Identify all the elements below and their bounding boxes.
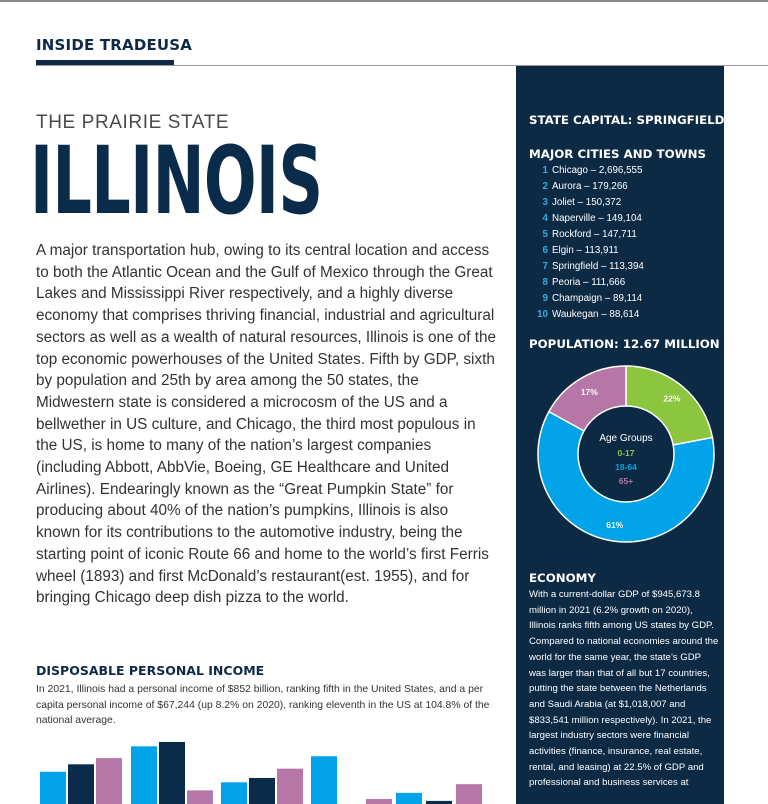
city-name: Chicago – 2,696,555 xyxy=(552,165,643,176)
facts-sidebar xyxy=(516,66,724,804)
income-bar xyxy=(40,772,66,804)
city-rank: 4 xyxy=(542,213,548,224)
city-list-item xyxy=(516,275,724,291)
income-bar xyxy=(456,784,482,804)
top-border xyxy=(0,0,768,2)
income-bar xyxy=(249,778,275,804)
income-bar xyxy=(221,782,247,804)
city-name: Joliet – 150,372 xyxy=(552,197,622,208)
city-rank: 8 xyxy=(542,277,548,288)
city-list-item xyxy=(516,163,724,179)
article-kicker: THE PRAIRIE STATE xyxy=(36,112,230,133)
city-name: Peoria – 111,666 xyxy=(552,277,626,288)
economy-text: With a current-dollar GDP of $945,673.8 million in 2021 (6.2% growth on 2020), Illinois ranks fifth among US states by GDP. Compared to national economies around the world for the same year, the state’s GDP was larger than that of all but 17 countries, putting the state between the Netherlands and Saudi Arabia (at $1,018,007 and $833,541 million respectively). In 2021, the largest industry sectors were financial activities (finance, insurance, real estate, rental, and leasing) at 22.5% of GDP and professional and business services at xyxy=(529,589,719,789)
city-rank: 5 xyxy=(542,229,548,240)
city-list xyxy=(516,163,724,323)
city-list-item xyxy=(516,227,724,243)
city-name: Elgin – 113,911 xyxy=(552,245,619,256)
city-name: Rockford – 147,711 xyxy=(552,229,637,240)
donut-slice-label: 61% xyxy=(606,520,624,531)
income-heading: DISPOSABLE PERSONAL INCOME xyxy=(36,663,265,678)
donut-title: Age Groups xyxy=(599,433,653,444)
donut-legend-item: 65+ xyxy=(618,476,634,486)
city-list-item xyxy=(516,195,724,211)
city-name: Springfield – 113,394 xyxy=(552,261,644,272)
section-title: INSIDE TRADEUSA xyxy=(36,36,193,54)
income-bar xyxy=(366,799,392,804)
city-list-item xyxy=(516,259,724,275)
city-rank: 3 xyxy=(542,197,548,208)
article-intro: A major transportation hub, owing to its central location and access to both the Atlantic Ocean and the Gulf of Mexico through the Great Lakes and Mississippi River respectively, and a highly diverse economy that comprises thriving financial, industrial and agricultural sectors as well as a wealth of natural resources, Illinois is one of the top economic powerhouses of the United States. Fifth by GDP, sixth by population and 25th by area among the 50 states, the Midwestern state is considered a microcosm of the US and a bellwether in US culture, and Chicago, the third most populous in the US, is home to many of the nation’s largest companies (including Abbott, AbbVie, Boeing, GE Healthcare and United Airlines). Endearingly known as the “Great Pumpkin State” for producing about 40% of the nation’s pumpkins, Illinois is also known for its contributions to the automotive industry, being the starting point of iconic Route 66 and home to the world’s first Ferris wheel (1893) and first McDonald’s restaurant(est. 1955), and for bringing Chicago deep dish pizza to the world. xyxy=(36,242,496,607)
age-groups-donut-chart xyxy=(536,364,716,544)
income-bar xyxy=(187,790,213,804)
city-rank: 6 xyxy=(542,245,548,256)
income-bar-chart xyxy=(0,730,510,804)
article-title: ILLINOIS xyxy=(30,127,323,236)
income-bar xyxy=(96,758,122,804)
income-bar xyxy=(131,746,157,804)
city-rank: 9 xyxy=(542,293,548,304)
income-text: In 2021, Illinois had a personal income of $852 billion, ranking fifth in the United States, and a per capita personal income of $67,244 (up 8.2% on 2020), ranking eleventh in the US at 104.8% of the national average. xyxy=(36,684,490,727)
donut-slice-label: 17% xyxy=(580,387,598,398)
city-list-item xyxy=(516,179,724,195)
capital-heading: STATE CAPITAL: SPRINGFIELD xyxy=(529,113,725,127)
city-rank: 2 xyxy=(542,181,548,192)
income-bar xyxy=(396,793,422,804)
donut-legend-item: 0-17 xyxy=(617,448,635,458)
city-list-item xyxy=(516,243,724,259)
city-list-item xyxy=(516,211,724,227)
city-name: Waukegan – 88,614 xyxy=(552,309,640,320)
city-list-item xyxy=(516,307,724,323)
income-bar xyxy=(277,769,303,804)
cities-heading: MAJOR CITIES AND TOWNS xyxy=(529,147,706,161)
city-name: Naperville – 149,104 xyxy=(552,213,642,224)
city-list-item xyxy=(516,291,724,307)
income-bar xyxy=(159,742,185,804)
income-bar xyxy=(311,756,337,804)
city-name: Aurora – 179,266 xyxy=(552,181,628,192)
economy-heading: ECONOMY xyxy=(529,571,596,585)
city-rank: 1 xyxy=(542,165,548,176)
population-heading: POPULATION: 12.67 MILLION xyxy=(529,337,720,351)
city-name: Champaign – 89,114 xyxy=(552,293,643,304)
city-rank: 10 xyxy=(537,309,548,320)
income-bar xyxy=(68,764,94,804)
donut-slice-label: 22% xyxy=(663,393,681,404)
city-rank: 7 xyxy=(542,261,548,272)
donut-legend-item: 18-64 xyxy=(615,462,637,472)
